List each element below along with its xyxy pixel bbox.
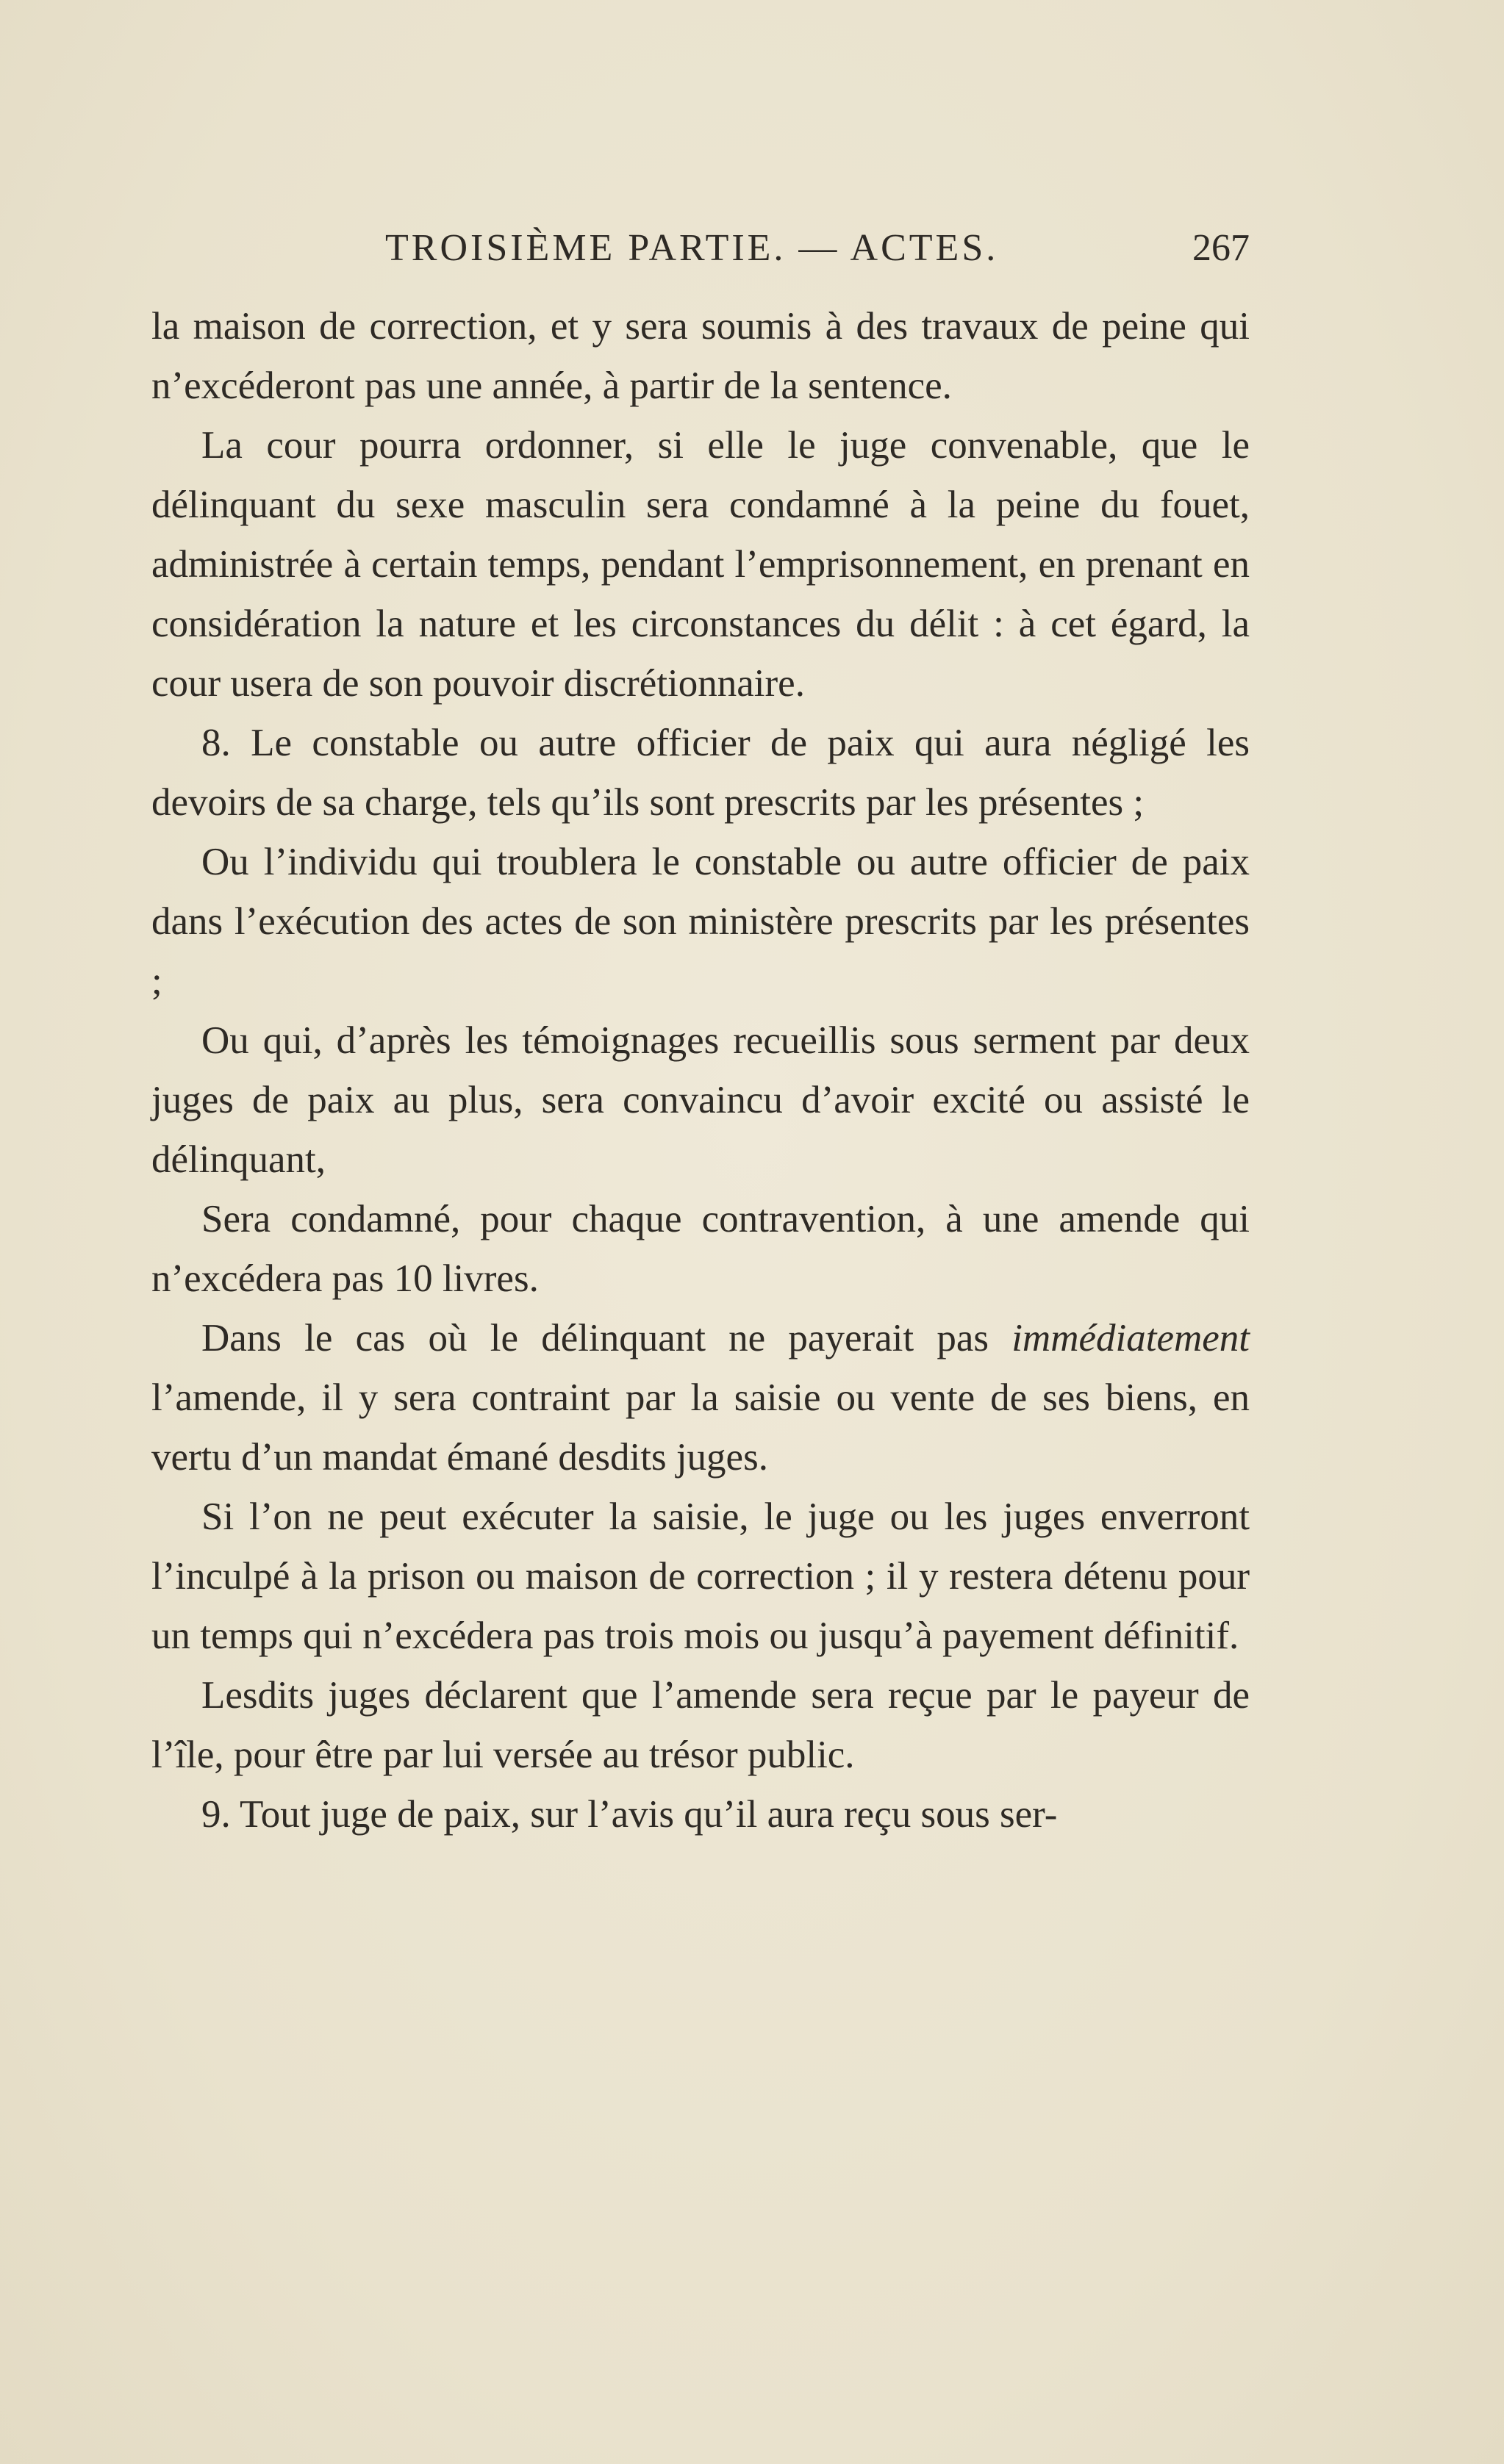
paragraph xyxy=(151,1309,1250,1487)
page-header xyxy=(151,220,1250,279)
emphasis-text: immédiatement xyxy=(1011,1317,1250,1359)
paragraph: La cour pourra ordonner, si elle le juge convenable, que le délinquant du sexe masculin sera condamné à la peine du fouet, administrée à certain temps, pendant l’emprisonnement, en prenant en considération la nature et les circonstances du délit : à cet égard, la cour usera de son pouvoir discrétionnaire. xyxy=(151,424,1250,705)
paragraph: Lesdits juges déclarent que l’amende sera reçue par le payeur de l’île, pour être par lui versée au trésor public. xyxy=(151,1674,1250,1776)
body-text xyxy=(151,297,1250,1845)
paragraph-text: Dans le cas où le délinquant ne payerait pas xyxy=(201,1317,1012,1359)
paragraph-text: l’amende, il y sera contraint par la saisie ou vente de ses biens, en vertu d’un mandat émané desdits juges. xyxy=(151,1376,1250,1479)
paragraph: 9. Tout juge de paix, sur l’avis qu’il aura reçu sous ser- xyxy=(201,1793,1058,1836)
page-number: 267 xyxy=(1192,227,1250,269)
paragraph: 8. Le constable ou autre officier de paix qui aura négligé les devoirs de sa charge, tels qu’ils sont prescrits par les présentes ; xyxy=(151,722,1250,824)
paragraph: Ou qui, d’après les témoignages recueillis sous serment par deux juges de paix au plus, sera convaincu d’avoir excité ou assisté le délinquant, xyxy=(151,1019,1250,1181)
paragraph: Ou l’individu qui troublera le constable ou autre officier de paix dans l’exécution des actes de son ministère prescrits par les présentes ; xyxy=(151,841,1250,1002)
paragraph: la maison de correction, et y sera soumis à des travaux de peine qui n’excéderont pas une année, à partir de la sentence. xyxy=(151,305,1250,407)
paragraph: Si l’on ne peut exécuter la saisie, le juge ou les juges enverront l’inculpé à la prison ou maison de correction ; il y restera détenu pour un temps qui n’excédera pas trois mois ou jusqu’à payement définitif. xyxy=(151,1495,1250,1657)
paragraph: Sera condamné, pour chaque contravention, à une amende qui n’excédera pas 10 livres. xyxy=(151,1198,1250,1300)
running-title: TROISIÈME PARTIE. — ACTES. xyxy=(385,227,999,269)
